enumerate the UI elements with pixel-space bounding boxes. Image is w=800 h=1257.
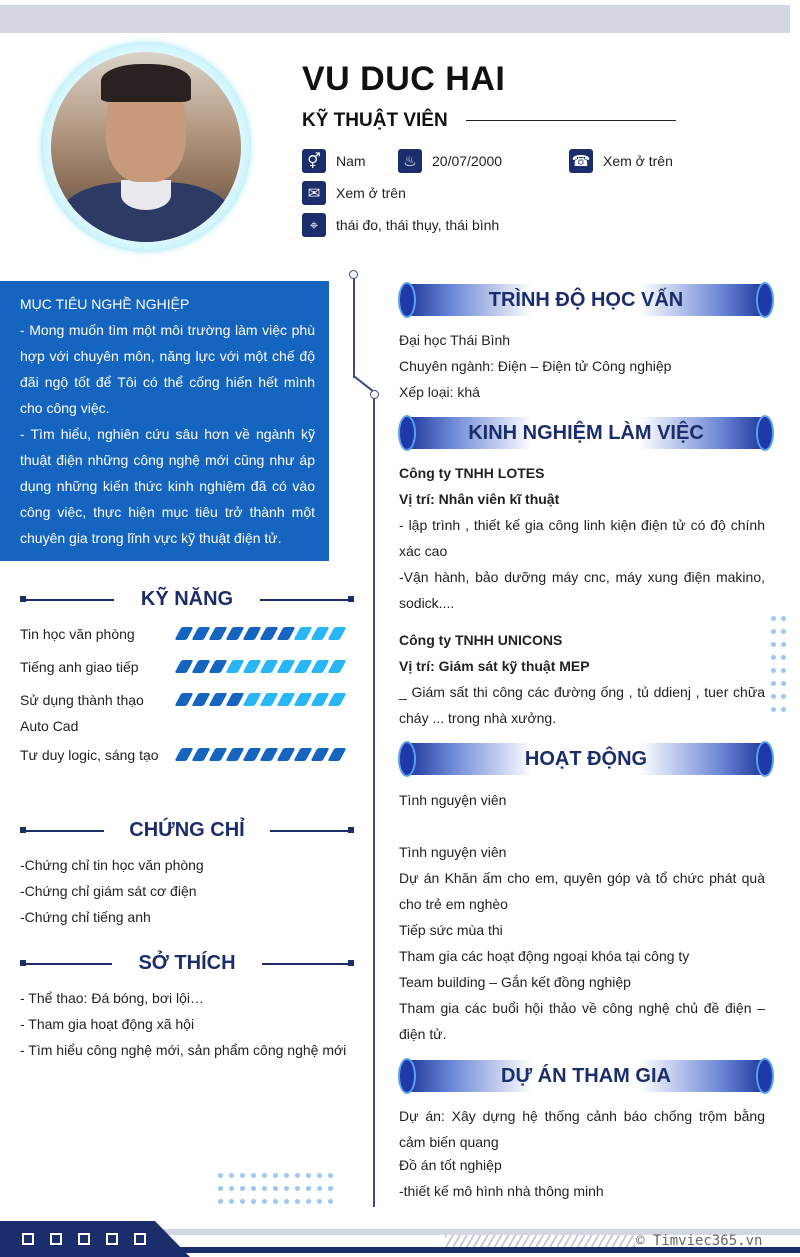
activity-line: Tham gia các hoạt động ngoại khóa tại công ty xyxy=(399,948,690,964)
education-line: Xếp loại: khá xyxy=(399,384,480,400)
skills-header xyxy=(20,585,354,613)
activity-line: Tình nguyện viên xyxy=(399,792,507,808)
footer-squares xyxy=(22,1233,162,1245)
project-line: Đồ án tốt nghiệp xyxy=(399,1157,502,1173)
skill-bar-empty xyxy=(243,693,262,706)
job-description: - lập trình , thiết kế gia công linh kiện điện tử có độ chính xác cao xyxy=(399,517,765,559)
skill-bar-empty xyxy=(328,660,347,673)
timeline-dot-bend xyxy=(370,390,379,399)
education-line: Đại học Thái Bình xyxy=(399,332,511,348)
skill-row xyxy=(20,687,350,739)
project-line: -thiết kế mô hình nhà thông minh xyxy=(399,1183,604,1199)
email-info xyxy=(302,181,406,205)
address-value: thái đo, thái thụy, thái bình xyxy=(336,217,500,233)
skill-label: Sử dụng thành thạo Auto Cad xyxy=(20,692,144,734)
skill-bar-empty xyxy=(277,693,296,706)
top-band xyxy=(0,5,790,33)
job-description: _ Giám sất thi công các đường ống , tủ ddienj , tuer chữa cháy ... trong nhà xưởng. xyxy=(399,684,765,726)
skill-bar-filled xyxy=(328,748,347,761)
timeline-line xyxy=(373,395,375,1207)
certificate-item: -Chứng chỉ giám sát cơ điện xyxy=(20,883,197,899)
certificate-item: -Chứng chỉ tin học văn phòng xyxy=(20,857,204,873)
skill-row xyxy=(20,742,350,768)
skill-bar-filled xyxy=(175,748,194,761)
gender-icon: ⚥ xyxy=(302,149,326,173)
objective-title: MỤC TIÊU NGHỀ NGHIỆP xyxy=(20,296,190,312)
skill-row xyxy=(20,654,350,680)
activity-line: Tham gia các buổi hội thảo về công nghệ chủ đề điện – điện tử. xyxy=(399,1000,765,1042)
activities-title: HOẠT ĐỘNG xyxy=(524,748,648,770)
skill-bar-empty xyxy=(260,693,279,706)
career-objective xyxy=(0,281,329,561)
address-info xyxy=(302,213,499,237)
skill-bar-filled xyxy=(260,748,279,761)
skill-bar-empty xyxy=(277,660,296,673)
birthday-info xyxy=(398,149,502,173)
decorative-dots-bottom xyxy=(218,1173,333,1204)
skill-bar-filled xyxy=(209,627,228,640)
experience-title: KINH NGHIỆM LÀM VIỆC xyxy=(468,422,704,444)
skill-bar-empty xyxy=(311,627,330,640)
skill-bar-filled xyxy=(175,660,194,673)
skill-label: Tin học văn phòng xyxy=(20,626,135,642)
gender-info xyxy=(302,149,366,173)
skill-bar-empty xyxy=(311,693,330,706)
skill-bar-filled xyxy=(175,693,194,706)
education-line: Chuyên ngành: Điện – Điện tử Công nghiệp xyxy=(399,358,672,374)
phone-icon: ☎ xyxy=(569,149,593,173)
skill-bar-filled xyxy=(226,748,245,761)
skill-bar-empty xyxy=(226,660,245,673)
skill-bar-filled xyxy=(277,627,296,640)
skill-bar-empty xyxy=(294,660,313,673)
projects-title: DỰ ÁN THAM GIA xyxy=(501,1065,671,1087)
skill-bar-filled xyxy=(243,627,262,640)
job-company: Công ty TNHH LOTES xyxy=(399,465,545,481)
skill-bar-filled xyxy=(260,627,279,640)
skill-bar-filled xyxy=(311,748,330,761)
hobbies-header xyxy=(20,949,354,977)
project-line: Dự án: Xây dựng hệ thống cảnh báo chống trộm bằng cảm biến quang xyxy=(399,1108,765,1150)
objective-paragraph-1: - Mong muốn tìm một môi trường làm việc phù hợp với chuyên môn, năng lực với một chế độ đãi ngộ tốt để Tôi có thể cống hiến hết mình cho công việc. xyxy=(20,322,315,416)
location-pin-icon: ⌖ xyxy=(302,213,326,237)
skill-label: Tư duy logic, sáng tạo xyxy=(20,747,159,763)
skill-level-bars xyxy=(178,748,348,761)
job-position: Vị trí: Nhân viên kĩ thuật xyxy=(399,491,560,507)
skill-bar-filled xyxy=(294,748,313,761)
activity-line: Team building – Gắn kết đồng nghiệp xyxy=(399,974,631,990)
skill-bar-filled xyxy=(209,660,228,673)
phone-info xyxy=(569,149,673,173)
decorative-dots-right xyxy=(771,616,786,712)
envelope-icon: ✉ xyxy=(302,181,326,205)
job-description: -Vận hành, bảo dưỡng máy cnc, máy xung điện makino, sodick.... xyxy=(399,569,765,611)
footer xyxy=(0,1221,800,1257)
skill-row xyxy=(20,621,350,647)
skills-title: KỸ NĂNG xyxy=(140,587,234,610)
activities-banner xyxy=(398,741,774,777)
certificates-header xyxy=(20,816,354,844)
title-divider xyxy=(466,120,676,121)
skill-bar-empty xyxy=(328,627,347,640)
activity-line: Tình nguyện viên xyxy=(399,844,507,860)
skill-bar-empty xyxy=(294,627,313,640)
skill-bar-empty xyxy=(328,693,347,706)
skill-label: Tiếng anh giao tiếp xyxy=(20,659,139,675)
email-value: Xem ở trên xyxy=(336,185,406,201)
candidate-name: VU DUC HAI xyxy=(302,60,506,98)
skill-bar-filled xyxy=(209,693,228,706)
skill-bar-filled xyxy=(277,748,296,761)
activity-line: Tiếp sức mùa thi xyxy=(399,922,503,938)
skill-level-bars xyxy=(178,660,348,673)
copyright: © Timviec365.vn xyxy=(636,1233,763,1249)
skill-bar-empty xyxy=(294,693,313,706)
skill-bar-filled xyxy=(175,627,194,640)
hobbies-title: SỞ THÍCH xyxy=(138,951,236,974)
timeline-top xyxy=(353,278,355,378)
skill-bar-filled xyxy=(192,748,211,761)
skill-level-bars xyxy=(178,693,348,706)
certificate-item: -Chứng chỉ tiếng anh xyxy=(20,909,151,925)
skill-bar-filled xyxy=(243,748,262,761)
education-title: TRÌNH ĐỘ HỌC VẤN xyxy=(488,289,684,311)
experience-banner xyxy=(398,415,774,451)
activity-line: Dự án Khăn ấm cho em, quyên góp và tổ chức phát quà cho trẻ em nghèo xyxy=(399,870,765,912)
hobby-item: - Thể thao: Đá bóng, bơi lội… xyxy=(20,990,205,1006)
skill-bar-filled xyxy=(192,693,211,706)
certificates-title: CHỨNG CHỈ xyxy=(129,818,245,841)
skill-level-bars xyxy=(178,627,348,640)
skill-bar-filled xyxy=(192,627,211,640)
avatar xyxy=(51,52,241,242)
skill-bar-filled xyxy=(192,660,211,673)
job-title: KỸ THUẬT VIÊN xyxy=(302,110,448,131)
job-position: Vị trí: Giám sát kỹ thuật MEP xyxy=(399,658,590,674)
timeline-dot-top xyxy=(349,270,358,279)
skill-bar-empty xyxy=(311,660,330,673)
skill-bar-filled xyxy=(226,693,245,706)
footer-hatch xyxy=(445,1235,635,1247)
objective-paragraph-2: - Tìm hiểu, nghiên cứu sâu hơn về ngành kỹ thuật điện những công nghệ mới cũng như áp dụng những kiến thức kinh nghiệm đã có vào công việc, thực hiện mục tiêu trở thành một chuyên gia trong lĩnh vực kỹ thuật điện tử. xyxy=(20,426,315,546)
hobby-item: - Tìm hiểu công nghệ mới, sản phẩm công nghệ mới xyxy=(20,1042,347,1058)
skill-bar-empty xyxy=(243,660,262,673)
skill-bar-empty xyxy=(260,660,279,673)
skill-bar-filled xyxy=(209,748,228,761)
job-company: Công ty TNHH UNICONS xyxy=(399,632,563,648)
hobby-item: - Tham gia hoạt động xã hội xyxy=(20,1016,195,1032)
projects-banner xyxy=(398,1058,774,1094)
skill-bar-filled xyxy=(226,627,245,640)
gender-value: Nam xyxy=(336,153,366,169)
phone-value: Xem ở trên xyxy=(603,153,673,169)
birthday-cake-icon: ♨ xyxy=(398,149,422,173)
education-banner xyxy=(398,282,774,318)
birthday-value: 20/07/2000 xyxy=(432,153,503,169)
